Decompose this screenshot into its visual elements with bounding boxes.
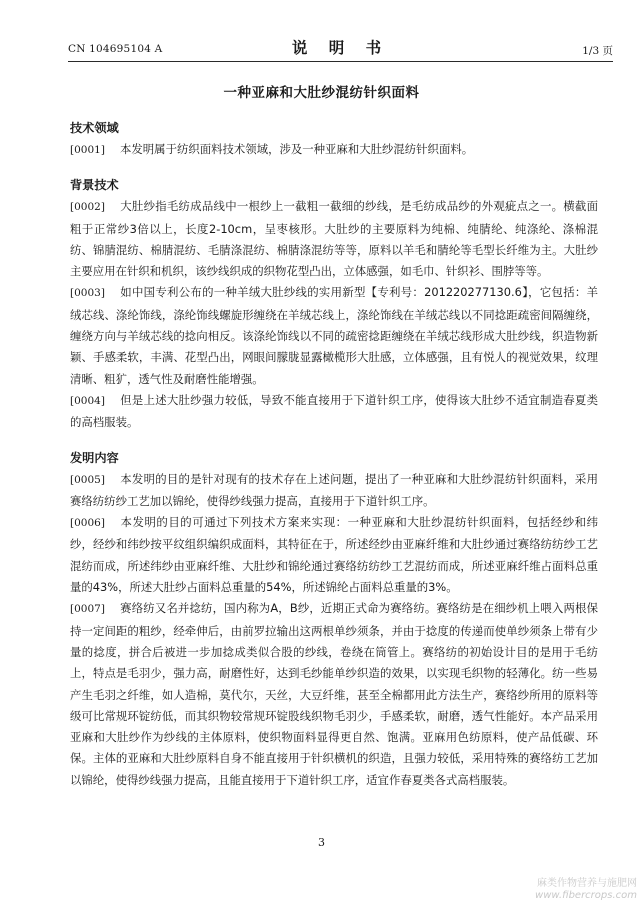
paragraph-text: 赛络纺又名并捻纺，国内称为A，B纱，近期正式命为赛络纺。赛络纺是在细纱机上喂入两根保持一定间距的粗纱，经牵伸后，由前罗拉输出这两根单纱须条，并由于捻度的传递而使单纱须条上带有少量的捻度，拼合后被进一步加捻成类似合股的纱线，卷绕在筒管上。赛络纺的初始设计目的是用于毛纺上，特点是毛羽少，强力高，耐磨性好，达到毛纱能单纱织造的效果，以实现毛织物的轻薄化。纺一些易产生毛羽之纤维，如人造棉，莫代尔，天丝，大豆纤维，甚至全棉都用此方法生产，赛络纱所用的原料等级可比常规环锭纺低，而其织物较常规环锭股线织物毛羽少，手感柔软，耐磨，透气性能好。本产品采用亚麻和大肚纱作为纱线的主体原料，使织物面料显得更自然、饱满。亚麻用色纺原料，使产品低碳、环保。主体的亚麻和大肚纱原料自身不能直接用于针织横机的织造，且强力较低，采用特殊的赛络纺工艺加以锦纶，使得纱线强力提高，且能直接用于下道针织工序，适宜作春夏类各式高档服装。 <box>70 601 598 787</box>
page-header <box>68 36 613 60</box>
paragraph-0005 <box>70 469 598 513</box>
paragraph-0007 <box>70 598 598 791</box>
site-watermark <box>535 878 637 902</box>
paragraph-text: 本发明的目的是针对现有的技术存在上述问题，提出了一种亚麻和大肚纱混纺针织面料，采用赛络纺纺纱工艺加以锦纶，使得纱线强力提高，直接用于下道针织工序。 <box>70 471 598 508</box>
paragraph-number: [0006] <box>70 517 105 530</box>
paragraph-0002 <box>70 196 598 282</box>
watermark-site-name: 麻类作物营养与施肥网 <box>537 878 637 889</box>
paragraph-text: 如中国专利公布的一种羊绒大肚纱线的实用新型【专利号：201220277130.6】，它包括：羊绒芯线、涤纶饰线，涤纶饰线螺旋形缠绕在羊绒芯线上，涤纶饰线在羊绒芯线以不同捻距疏密间隔缠绕，缠绕方向与羊绒芯线的捻向相反。该涤纶饰线以不同的疏密捻距缠绕在羊绒芯线形成大肚纱线，织造物新颖、手感柔软，丰满、花型凸出，网眼间朦胧显露橄榄形大肚感，立体感强，且有悦人的视觉效果，纹理清晰、粗犷，透气性及耐磨性能增强。 <box>70 285 598 386</box>
paragraph-0003 <box>70 282 598 389</box>
paragraph-text: 本发明属于纺织面料技术领域，涉及一种亚麻和大肚纱混纺针织面料。 <box>120 142 474 156</box>
paragraph-0001 <box>70 139 598 161</box>
doc-type-title: 说 明 书 <box>291 39 390 57</box>
paragraph-0004 <box>70 390 598 434</box>
section-heading-background: 背景技术 <box>70 178 119 193</box>
page-number: 3 <box>318 836 325 849</box>
header-divider <box>68 61 613 62</box>
paragraph-0006 <box>70 512 598 598</box>
paragraph-text: 但是上述大肚纱强力较低，导致不能直接用于下道针织工序，使得该大肚纱不适宜制造春夏类的高档服装。 <box>70 392 598 430</box>
document-body <box>70 118 598 791</box>
page-indicator: 1/3 页 <box>582 45 613 57</box>
paragraph-text: 大肚纱指毛纺成品线中一根纱上一截粗一截细的纱线，是毛纺成品纱的外观疵点之一。横截面粗于正常纱3倍以上，长度2-10cm，呈枣核形。大肚纱的主要原料为纯棉、纯腈纶、纯涤纶、涤棉混纺、锦腈混纺、棉腈混纺、毛腈涤混纺、棉腈涤混纺等等，原料以羊毛和腈纶等毛型长纤维为主。大肚纱主要应用在针织和机织，该纱线织成的织物花型凸出，立体感强，如毛巾、针织衫、围脖等等。 <box>70 199 598 279</box>
paragraph-number: [0004] <box>70 394 105 407</box>
paragraph-number: [0003] <box>70 287 105 300</box>
paragraph-number: [0005] <box>70 473 105 486</box>
paragraph-text: 本发明的目的可通过下列技术方案来实现：一种亚麻和大肚纱混纺针织面料，包括经纱和纬纱，经纱和纬纱按平纹组织编织成面料，其特征在于，所述经纱由亚麻纤维和大肚纱通过赛络纺纺纱工艺混纺而成，所述纬纱由亚麻纤维、大肚纱和锦纶通过赛络纺纺纱工艺混纺而成，所述亚麻纤维占面料总重量的43%，所述大肚纱占面料总重量的54%，所述锦纶占面料总重量的3%。 <box>70 515 598 595</box>
paragraph-number: [0001] <box>70 144 105 156</box>
watermark-url: www.fibercrops.com <box>535 890 637 901</box>
section-heading-tech-field: 技术领域 <box>70 121 119 135</box>
paragraph-number: [0002] <box>70 201 105 214</box>
section-heading-invention: 发明内容 <box>70 450 119 465</box>
paragraph-number: [0007] <box>70 603 105 616</box>
document-title: 一种亚麻和大肚纱混纺针织面料 <box>223 85 420 101</box>
patent-number: CN 104695104 A <box>68 43 163 55</box>
